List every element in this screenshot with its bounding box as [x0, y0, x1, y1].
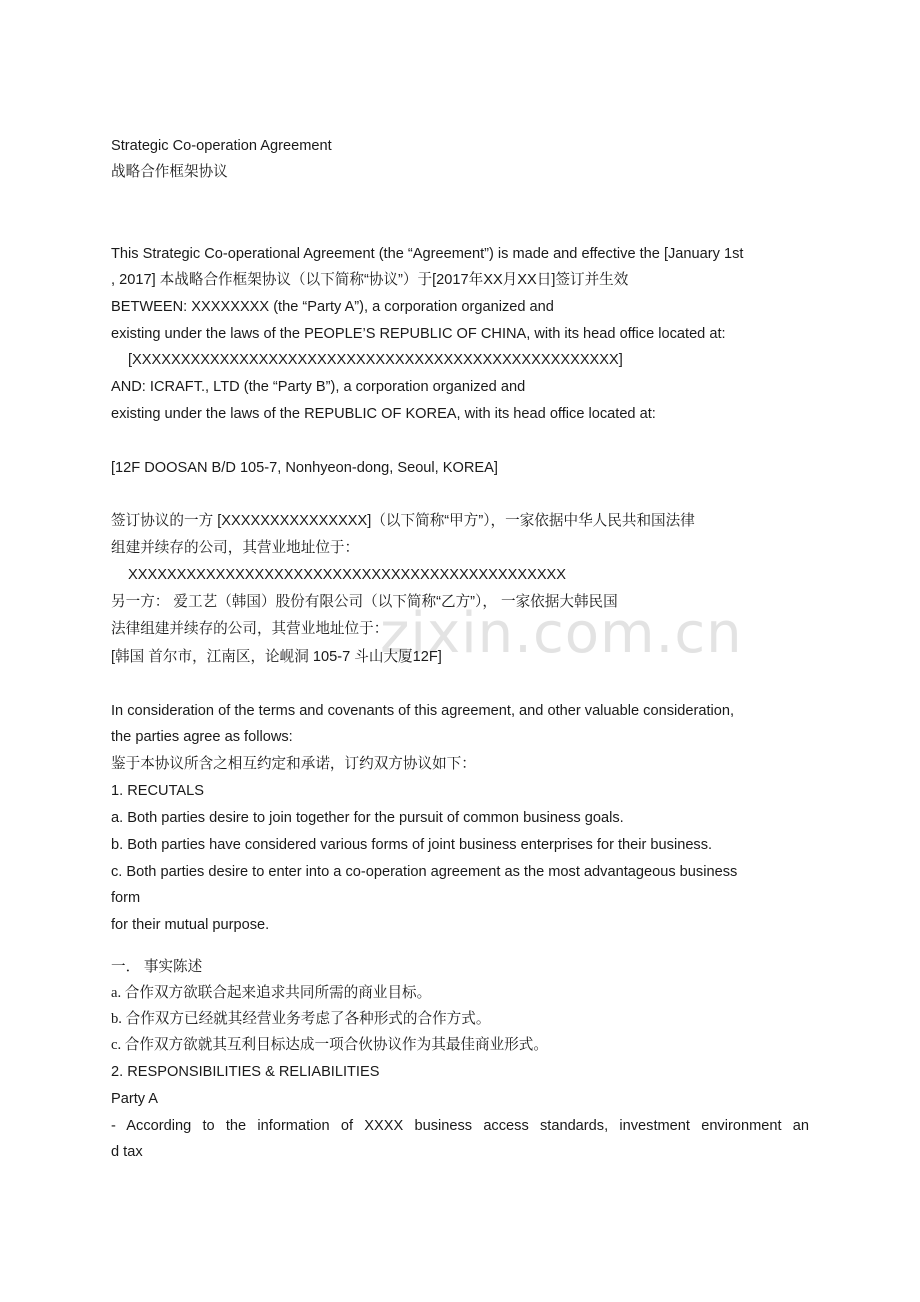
consideration-chinese: 鉴于本协议所含之相互约定和承诺，订约双方协议如下：	[111, 756, 476, 772]
cn-party-b-address: [韩国 首尔市，江南区，论岘洞 105-7 斗山大厦12F]	[111, 649, 442, 665]
recital-a-chinese: a. 合作双方欲联合起来追求共同所需的商业目标。	[111, 985, 432, 1001]
recitals-heading-chinese: 一． 事实陈述	[111, 959, 203, 975]
party-a-label: Party A	[111, 1091, 159, 1107]
intro-line-1: This Strategic Co-operational Agreement (the “Agreement”) is made and effective the [January 1st	[111, 246, 744, 262]
recital-c-line-2: form	[111, 890, 141, 906]
cn-party-a-line-1: 签订协议的一方 [XXXXXXXXXXXXXXX]（以下简称“甲方”），一家依据中华人民共和国法律	[111, 513, 695, 529]
responsibilities-heading: 2. RESPONSIBILITIES & RELIABILITIES	[111, 1064, 380, 1080]
consideration-line-2: the parties agree as follows:	[111, 729, 293, 745]
cn-party-a-address: XXXXXXXXXXXXXXXXXXXXXXXXXXXXXXXXXXXXXXXXXXXXX	[128, 567, 567, 583]
recital-b: b. Both parties have considered various forms of joint business enterprises for their business.	[111, 837, 713, 853]
recital-c-line-1: c. Both parties desire to enter into a co-operation agreement as the most advantageous business	[111, 864, 738, 880]
recital-a: a. Both parties desire to join together for the pursuit of common business goals.	[111, 810, 624, 826]
party-b-address: [12F DOOSAN B/D 105-7, Nonhyeon-dong, Seoul, KOREA]	[111, 460, 498, 476]
party-a-jurisdiction: existing under the laws of the PEOPLE’S REPUBLIC OF CHINA, with its head office located at:	[111, 326, 726, 342]
title-chinese: 战略合作框架协议	[111, 164, 228, 180]
and-party-b: AND: ICRAFT., LTD (the “Party B”), a corporation organized and	[111, 379, 526, 395]
recital-b-chinese: b. 合作双方已经就其经营业务考虑了各种形式的合作方式。	[111, 1011, 491, 1027]
bullet-line-1: - According to the information of XXXX business access standards, investment environment an	[111, 1118, 809, 1134]
cn-party-b-line-1: 另一方： 爱工艺（韩国）股份有限公司（以下简称“乙方”）， 一家依据大韩民国	[111, 594, 618, 610]
cn-party-a-line-2: 组建并续存的公司，其营业地址位于：	[111, 540, 360, 556]
watermark: zixin.com.cn	[380, 601, 743, 666]
between-party-a: BETWEEN: XXXXXXXX (the “Party A”), a corporation organized and	[111, 299, 554, 315]
party-a-address: [XXXXXXXXXXXXXXXXXXXXXXXXXXXXXXXXXXXXXXXXXXXXXXXXXX]	[128, 352, 623, 368]
consideration-line-1: In consideration of the terms and covenants of this agreement, and other valuable consideration,	[111, 703, 735, 719]
recital-c-line-3: for their mutual purpose.	[111, 917, 270, 933]
cn-party-b-line-2: 法律组建并续存的公司，其营业地址位于：	[111, 621, 389, 637]
recitals-heading: 1. RECUTALS	[111, 783, 204, 799]
party-b-jurisdiction: existing under the laws of the REPUBLIC OF KOREA, with its head office located at:	[111, 406, 656, 422]
title-english: Strategic Co-operation Agreement	[111, 138, 332, 154]
recital-c-chinese: c. 合作双方欲就其互利目标达成一项合伙协议作为其最佳商业形式。	[111, 1037, 548, 1053]
bullet-line-2: d tax	[111, 1144, 143, 1160]
intro-line-2: , 2017] 本战略合作框架协议（以下简称“协议”）于[2017年XX月XX日]签订并生效	[111, 272, 629, 288]
